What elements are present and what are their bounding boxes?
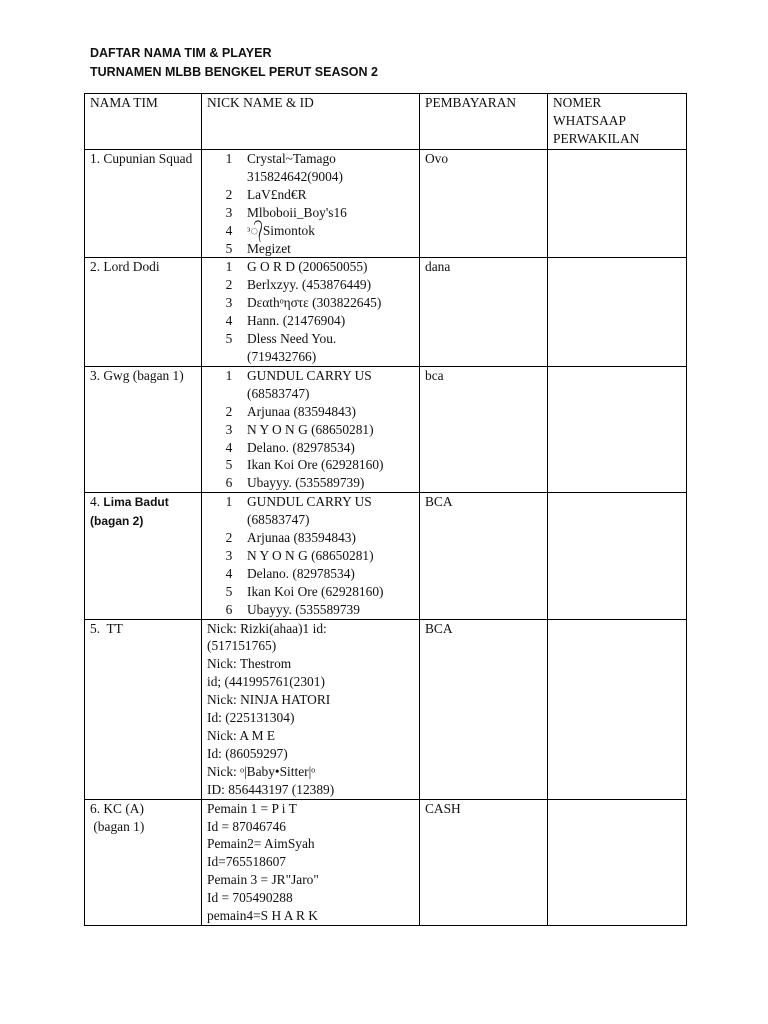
table-row	[85, 258, 687, 366]
player-line: Id: (225131304)	[207, 710, 295, 726]
player-nick: Delano. (82978534)	[247, 439, 355, 455]
payment-cell: BCA	[420, 619, 548, 799]
player-list	[207, 493, 414, 618]
list-item: 3 Dεαthᵒηστε (303822645)	[207, 294, 414, 312]
team-name-cell	[85, 619, 202, 799]
list-item: 1 G O R D (200650055)	[207, 258, 414, 276]
player-line: pemain4=S H A R K	[207, 908, 318, 924]
player-nick: Hann. (21476904)	[247, 313, 346, 329]
player-line: Id = 87046746	[207, 818, 286, 834]
whatsapp-cell	[548, 493, 687, 619]
player-nick: Dεαthᵒηστε (303822645)	[247, 295, 382, 311]
player-id: (68583747)	[247, 512, 310, 528]
player-nick: Ubayyy. (535589739)	[247, 475, 365, 491]
team-roster-table	[84, 93, 687, 926]
table-header-row	[85, 94, 687, 150]
team-name-cell	[85, 799, 202, 925]
players-cell	[202, 799, 420, 925]
list-item: 1 GUNDUL CARRY US (68583747)	[225, 494, 372, 528]
heading-line-1: DAFTAR NAMA TIM & PLAYER	[90, 46, 272, 60]
player-line: Nick: A M E	[207, 728, 276, 743]
player-nick: Ikan Koi Ore (62928160)	[247, 583, 384, 599]
player-line: Nick: ᵒ|Baby•Sitter|ᵒ	[207, 763, 316, 779]
player-line: Id: (86059297)	[207, 745, 288, 761]
player-line: Nick: Rizki(ahaa)1 id:	[207, 620, 327, 636]
list-item: 1 GUNDUL CARRY US (68583747)	[225, 367, 372, 401]
column-header-payment: PEMBAYARAN	[420, 94, 548, 150]
team-bracket: (bagan 2)	[90, 514, 144, 529]
list-item: 3 Mlboboii_Boy's16	[207, 204, 414, 222]
team-name-cell	[85, 150, 202, 258]
list-item: 4 ᵌ᭄Simontok	[207, 222, 414, 240]
players-cell	[202, 258, 420, 366]
list-item: 2 LaV£nd€R	[207, 186, 414, 204]
player-line: Pemain2= AimSyah	[207, 836, 315, 852]
player-nick: Ikan Koi Ore (62928160)	[247, 457, 384, 473]
column-header-team: NAMA TIM	[85, 94, 202, 150]
players-cell	[202, 366, 420, 492]
payment-cell: Ovo	[420, 150, 548, 258]
player-line: ID: 856443197 (12389)	[207, 781, 335, 797]
player-nick: Mlboboii_Boy's16	[247, 204, 347, 220]
players-cell	[202, 150, 420, 258]
player-line: Id = 705490288	[207, 890, 293, 906]
column-header-whatsapp: NOMER WHATSAAP PERWAKILAN	[548, 94, 687, 150]
team-name: Lima Badut	[103, 495, 169, 510]
player-nick: Ubayyy. (535589739	[247, 601, 360, 617]
player-id: (68583747)	[247, 385, 310, 401]
list-item: 3 N Y O N G (68650281)	[207, 421, 414, 439]
list-item: 2 Arjunaa (83594843)	[207, 403, 414, 421]
team-name-cell	[85, 493, 202, 619]
list-item: 4 Delano. (82978534)	[207, 439, 414, 457]
player-nick: N Y O N G (68650281)	[247, 547, 374, 563]
table-row	[85, 799, 687, 925]
player-nick: N Y O N G (68650281)	[247, 421, 374, 437]
players-cell	[202, 493, 420, 619]
list-item: 2 Arjunaa (83594843)	[207, 529, 414, 547]
player-line: (517151765)	[207, 638, 277, 654]
player-nick: Crystal~Tamago	[247, 151, 336, 166]
list-item: 4 Hann. (21476904)	[207, 312, 414, 330]
whatsapp-cell	[548, 150, 687, 258]
player-id: (719432766)	[247, 348, 317, 364]
table-row	[85, 150, 687, 258]
payment-cell: bca	[420, 366, 548, 492]
list-item: 2 Berlxzyy. (453876449)	[207, 276, 414, 294]
table-row	[85, 366, 687, 492]
whatsapp-cell	[548, 799, 687, 925]
player-nick: ᵌ᭄Simontok	[247, 222, 315, 238]
player-nick: Arjunaa (83594843)	[247, 403, 356, 419]
player-line: Pemain 3 = JR"Jaro"	[207, 872, 319, 888]
team-name: 3. Gwg (bagan 1)	[90, 367, 184, 383]
whatsapp-cell	[548, 619, 687, 799]
payment-cell: CASH	[420, 799, 548, 925]
list-item: 4 Delano. (82978534)	[207, 565, 414, 583]
list-item: 5 Dless Need You. (719432766)	[225, 331, 337, 364]
player-line: Nick: NINJA HATORI	[207, 692, 331, 708]
player-nick: Delano. (82978534)	[247, 565, 355, 581]
player-line: Id=765518607	[207, 854, 286, 870]
payment-cell: BCA	[420, 493, 548, 619]
payment-cell: dana	[420, 258, 548, 366]
whatsapp-cell	[548, 366, 687, 492]
list-item: 1 Crystal~Tamago 315824642(9004)	[225, 151, 343, 184]
list-item: 5 Ikan Koi Ore (62928160)	[207, 456, 414, 474]
player-nick: LaV£nd€R	[247, 186, 307, 202]
list-item: 6 Ubayyy. (535589739)	[207, 474, 414, 492]
player-list	[207, 367, 414, 492]
team-name: 2. Lord Dodi	[90, 259, 160, 275]
player-line: Pemain 1 = P i T	[207, 800, 297, 816]
team-name: 1. Cupunian Squad	[90, 151, 193, 166]
whatsapp-cell	[548, 258, 687, 366]
team-bracket: (bagan 1)	[90, 818, 145, 834]
player-line: Nick: Thestrom	[207, 656, 292, 672]
list-item: 3 N Y O N G (68650281)	[207, 547, 414, 565]
player-nick: Megizet	[247, 240, 291, 256]
heading-line-2: TURNAMEN MLBB BENGKEL PERUT SEASON 2	[90, 65, 378, 79]
document-heading	[90, 44, 378, 82]
list-item: 5 Megizet	[207, 240, 414, 258]
list-item: 6 Ubayyy. (535589739	[207, 601, 414, 619]
column-header-nick-id: NICK NAME & ID	[202, 94, 420, 150]
table-row	[85, 493, 687, 619]
players-cell	[202, 619, 420, 799]
player-nick: Dless Need You.	[247, 331, 337, 347]
player-nick: GUNDUL CARRY US	[247, 494, 372, 510]
team-name-cell	[85, 258, 202, 366]
table-row	[85, 619, 687, 799]
player-nick: Berlxzyy. (453876449)	[247, 277, 372, 293]
player-nick: G O R D (200650055)	[247, 259, 368, 275]
player-list	[207, 258, 414, 365]
player-nick: Arjunaa (83594843)	[247, 530, 356, 546]
player-id: 315824642(9004)	[247, 168, 343, 184]
team-name: 6. KC (A)	[90, 800, 144, 816]
player-nick: GUNDUL CARRY US	[247, 367, 372, 383]
list-item: 5 Ikan Koi Ore (62928160)	[207, 583, 414, 601]
team-name: 5. TT	[90, 620, 123, 636]
player-line: id; (441995761(2301)	[207, 674, 325, 690]
player-list	[207, 150, 414, 257]
team-number: 4.	[90, 494, 101, 510]
team-name-cell	[85, 366, 202, 492]
